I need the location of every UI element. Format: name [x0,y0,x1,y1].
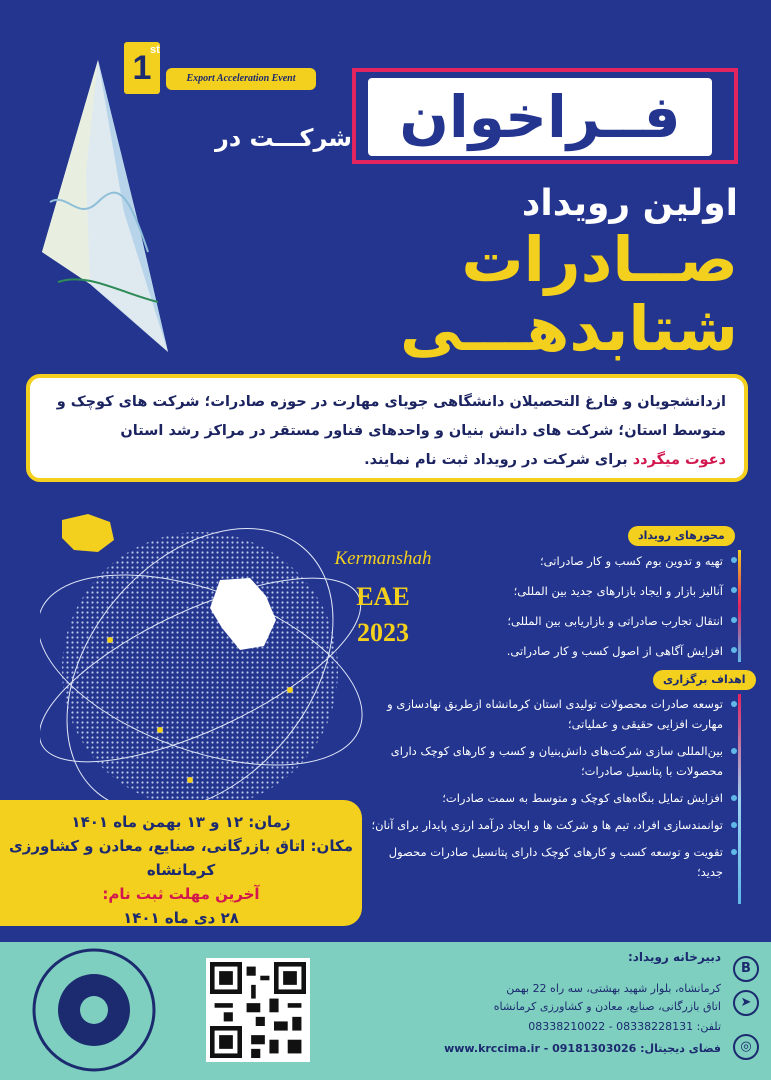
footer-address2: اتاق بازرگانی، صنایع، معادن و کشاورزی کرمانشاه [493,1000,721,1013]
qr-code[interactable] [206,958,310,1062]
list-item: بین‌المللی سازی شرکت‌های دانش‌بنیان و کسب و کارهای کوچک دارای محصولات با پتانسیل صادرات؛ [367,741,737,781]
event-title-line2: صــادرات [461,223,738,296]
first-badge: 1 [124,42,160,94]
list-item: تهیه و تدوین بوم کسب و کار صادراتی؛ [367,550,737,580]
call-subtitle: شرکـــت در [215,124,352,152]
list-item: آنالیز بازار و ایجاد بازارهای جدید بین المللی؛ [367,580,737,610]
goals-title: اهداف برگزاری [653,670,756,690]
chamber-seal-logo [30,946,158,1074]
invitation-highlight: دعوت میگردد [632,452,726,468]
deadline-label: آخرین مهلت ثبت نام: [102,885,260,903]
deadline-date: ۲۸ دی ماه ۱۴۰۱ [123,909,239,927]
event-year: 2023 [357,618,409,647]
invitation-line3 [48,446,726,475]
list-item: توسعه صادرات محصولات تولیدی استان کرمانشاه ازطریق نهادسازی و مهارت افزایی حقیقی و عملیاتی؛ [367,694,737,734]
telegram-icon[interactable]: ➤ [733,990,759,1016]
axes-title: محورهای رویداد [628,526,735,546]
event-english-pill: Export Acceleration Event [166,68,316,90]
qr-code-image [210,962,306,1058]
event-title-line1: اولین رویداد [521,183,738,224]
invitation-box [26,374,748,482]
schedule-time: زمان: ۱۲ و ۱۳ بهمن ماه ۱۴۰۱ [71,813,291,831]
schedule-place: مکان: اتاق بازرگانی، صنایع، معادن و کشاورزی کرمانشاه [9,837,353,879]
list-item: افزایش تمایل بنگاه‌های کوچک و متوسط به سمت صادرات؛ [367,788,737,808]
paper-plane-map-image [28,52,178,372]
web-icon[interactable]: ◎ [733,1034,759,1060]
list-item: توانمندسازی افراد، تیم ها و شرکت ها و ایجاد درآمد ارزی پایدار برای آنان؛ [367,815,737,835]
goals-list [367,694,737,889]
event-city: Kermanshah [334,548,432,569]
footer-digital[interactable]: فضای دیجیتال: 09181303026 - www.krccima.ir [444,1042,721,1055]
list-item: افزایش آگاهی از اصول کسب و کار صادراتی. [367,640,737,670]
list-item: تقویت و توسعه کسب و کارهای کوچک دارای پتانسیل صادرات محصول جدید؛ [367,842,737,882]
event-title-line3: شتابدهـــی [400,292,738,365]
footer-address1: کرمانشاه، بلوار شهید بهشتی، سه راه 22 بهمن [506,982,721,995]
invitation-line1: ازدانشجویان و فارغ التحصیلان دانشگاهی جویای مهارت در حوزه صادرات؛ شرکت های کوچک و [56,394,726,410]
goals-strip [738,694,741,904]
footer-title: دبیرخانه رویداد: [627,950,721,964]
event-acronym: EAE [356,582,410,611]
axes-list [367,550,737,670]
invitation-line3-rest: برای شرکت در رویداد ثبت نام نمایند. [364,452,633,468]
schedule-box [0,800,362,926]
call-title: فــراخوان [368,78,712,156]
list-item: انتقال تجارب صادراتی و بازاریابی بین المللی؛ [367,610,737,640]
footer-phone: تلفن: 08338228131 - 08338210022 [528,1020,721,1033]
axes-strip [738,550,741,662]
invitation-line2: متوسط استان؛ شرکت های دانش بنیان و واحدهای فناور مستقر در مراکز رشد استان [120,423,726,439]
bale-icon[interactable]: B [733,956,759,982]
badge-superscript: st [150,44,160,56]
